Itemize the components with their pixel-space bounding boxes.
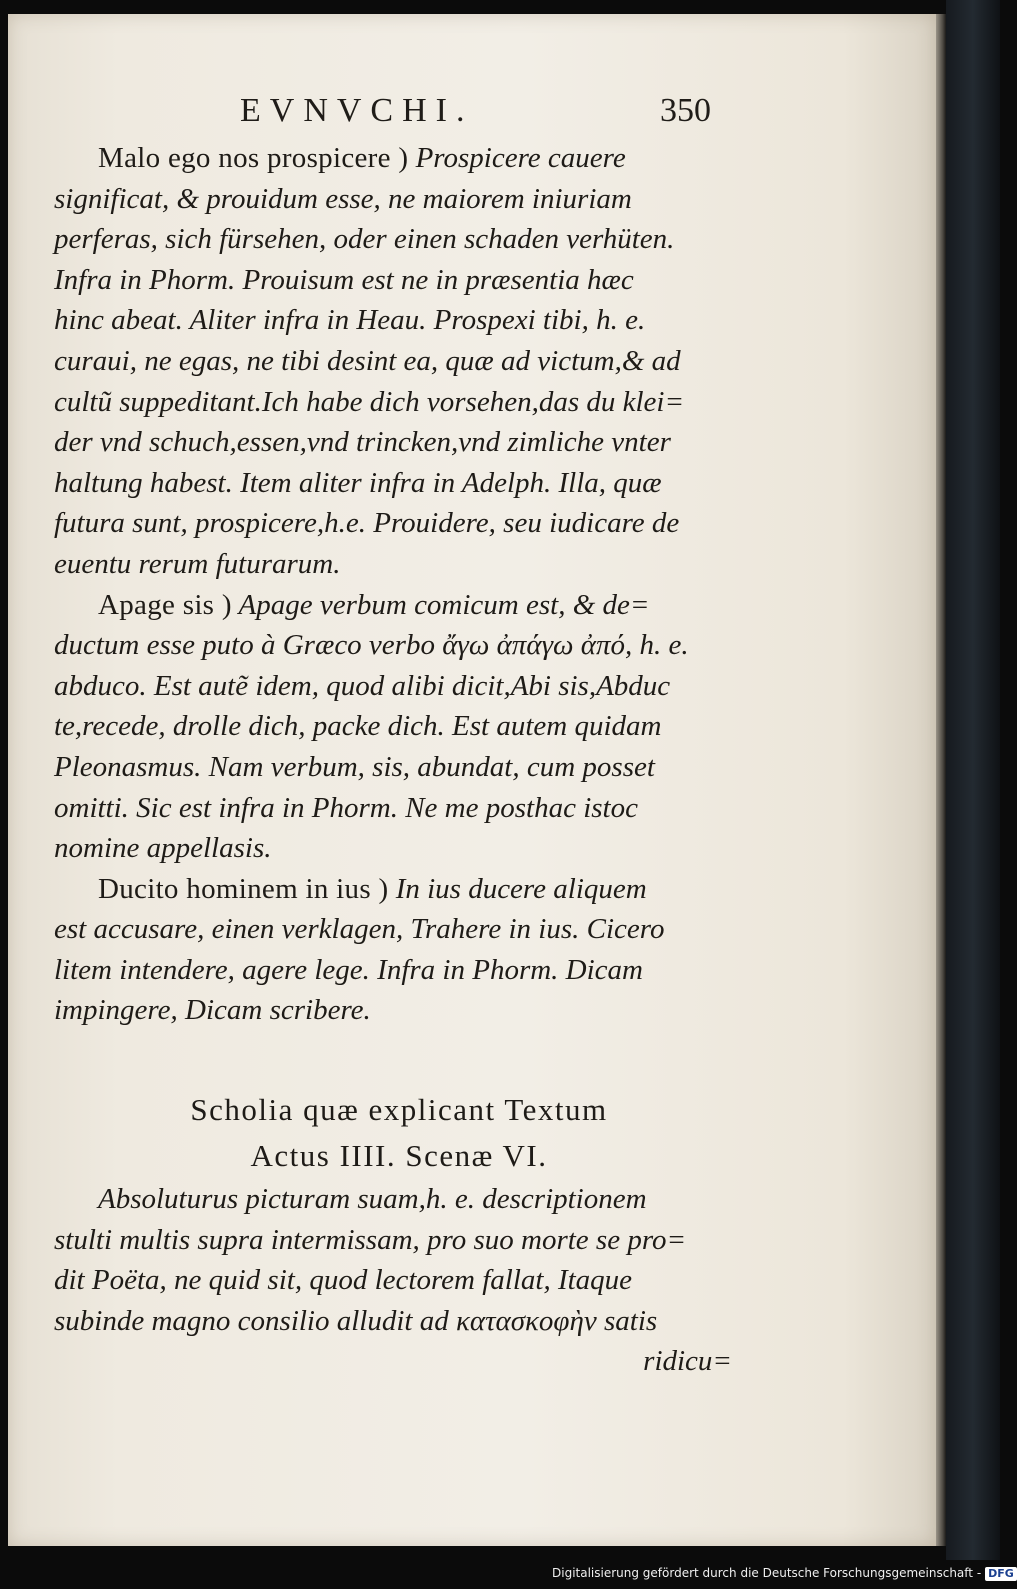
credit-text: Digitalisierung gefördert durch die Deutsche Forschungsgemeinschaft - xyxy=(552,1566,982,1580)
lemma: Ducito hominem in ius ) xyxy=(98,872,389,905)
commentary-text: Prospicere cauere xyxy=(408,142,626,174)
text-line: dit Poëta, ne quid sit, quod lectorem fallat, Itaque xyxy=(54,1264,633,1297)
text-line: te,recede, drolle dich, packe dich. Est autem quidam xyxy=(54,710,662,743)
text-line: ductum esse puto à Græco verbo ἄγω ἀπάγω ἀπό, h. e. xyxy=(54,629,689,662)
text-line: euentu rerum futurarum. xyxy=(54,547,341,580)
text-line: hinc abeat. Aliter infra in Heau. Prospexi tibi, h. e. xyxy=(54,304,646,337)
book-fore-edge xyxy=(946,0,1000,1560)
text-line: stulti multis supra intermissam, pro suo morte se pro= xyxy=(54,1223,687,1256)
text-line: impingere, Dicam scribere. xyxy=(54,994,371,1027)
running-head: EVNVCHI. xyxy=(240,92,474,129)
digitization-credit xyxy=(552,1566,1014,1586)
text-line: significat, & prouidum esse, ne maiorem iniuriam xyxy=(54,182,632,215)
lemma: Malo ego nos prospicere ) xyxy=(98,142,409,174)
text-block xyxy=(54,138,744,1382)
lemma: Apage sis ) xyxy=(98,588,232,621)
text-line: Pleonasmus. Nam verbum, sis, abundat, cum posset xyxy=(54,750,655,783)
dfg-logo: DFG xyxy=(985,1567,1017,1581)
text-line: Absoluturus picturam suam,h. e. descriptionem xyxy=(98,1183,647,1216)
text-line: omitti. Sic est infra in Phorm. Ne me posthac istoc xyxy=(54,791,638,824)
commentary-text: Apage verbum comicum est, & de= xyxy=(231,588,650,621)
text-line: subinde magno consilio alludit ad κατασκοφὴν satis xyxy=(54,1304,658,1337)
page-edge-shadow xyxy=(936,14,946,1546)
text-line xyxy=(54,585,744,626)
scholia-heading: Scholia quæ explicant Textum xyxy=(190,1092,608,1128)
text-line: Infra in Phorm. Prouisum est ne in præsentia hæc xyxy=(54,263,634,296)
text-line: est accusare, einen verklagen, Trahere in ius. Cicero xyxy=(54,913,665,946)
text-line: der vnd schuch,essen,vnd trincken,vnd zimliche vnter xyxy=(54,426,671,459)
commentary-text: In ius ducere aliquem xyxy=(388,872,647,905)
page-number: 350 xyxy=(660,92,711,129)
text-line xyxy=(54,138,744,179)
text-line: cultũ suppeditant.Ich habe dich vorsehen,das du klei= xyxy=(54,385,685,418)
text-line: nomine appellasis. xyxy=(54,832,272,865)
section-gap xyxy=(54,1031,744,1087)
scholia-subheading: Actus IIII. Scenæ VI. xyxy=(250,1138,548,1174)
text-line xyxy=(54,869,744,910)
text-line: futura sunt, prospicere,h.e. Prouidere, seu iudicare de xyxy=(54,507,680,540)
text-line: litem intendere, agere lege. Infra in Phorm. Dicam xyxy=(54,953,643,986)
text-line: abduco. Est autẽ idem, quod alibi dicit,Abi sis,Abduc xyxy=(54,669,671,702)
text-line: haltung habest. Item aliter infra in Adelph. Illa, quæ xyxy=(54,466,662,499)
text-line: perferas, sich fürsehen, oder einen schaden verhüten. xyxy=(54,223,675,256)
catchword: ridicu= xyxy=(643,1345,732,1378)
text-line: curaui, ne egas, ne tibi desint ea, quæ ad victum,& ad xyxy=(54,344,681,377)
